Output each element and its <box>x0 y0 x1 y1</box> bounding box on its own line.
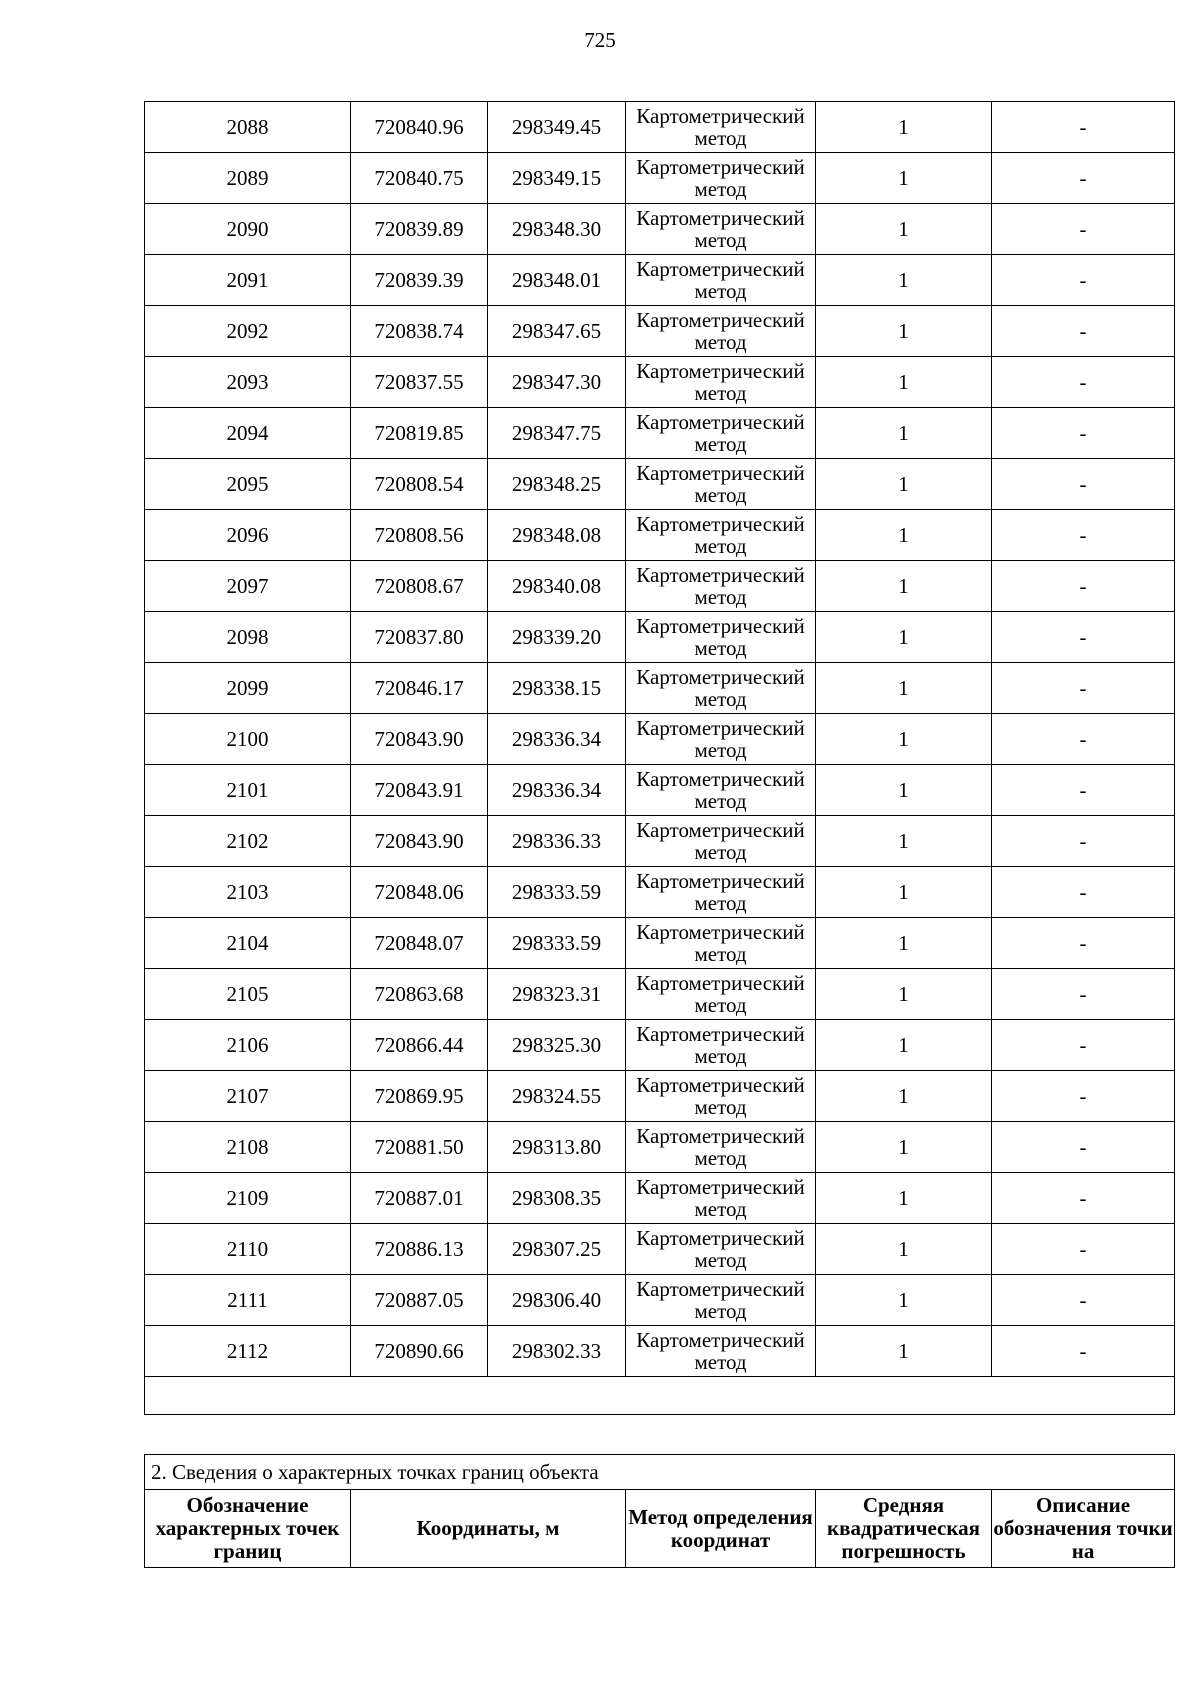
accuracy-cell: 1 <box>816 816 992 867</box>
table-row <box>145 153 1175 204</box>
empty-row <box>145 1377 1175 1415</box>
page-number: 725 <box>584 28 616 52</box>
table-row <box>145 714 1175 765</box>
method-cell: Картометрический метод <box>626 153 816 204</box>
point-id-cell: 2096 <box>145 510 351 561</box>
method-cell: Картометрический метод <box>626 765 816 816</box>
method-cell: Картометрический метод <box>626 867 816 918</box>
point-id-cell: 2108 <box>145 1122 351 1173</box>
x-coordinate-cell: 720843.91 <box>351 765 488 816</box>
point-id-cell: 2098 <box>145 612 351 663</box>
x-coordinate-cell: 720808.56 <box>351 510 488 561</box>
table-row <box>145 459 1175 510</box>
accuracy-cell: 1 <box>816 306 992 357</box>
table-row <box>145 1224 1175 1275</box>
description-cell: - <box>992 153 1175 204</box>
y-coordinate-cell: 298308.35 <box>488 1173 626 1224</box>
point-id-cell: 2099 <box>145 663 351 714</box>
accuracy-cell: 1 <box>816 1224 992 1275</box>
x-coordinate-cell: 720837.80 <box>351 612 488 663</box>
point-id-cell: 2093 <box>145 357 351 408</box>
method-cell: Картометрический метод <box>626 1275 816 1326</box>
table-row <box>145 255 1175 306</box>
header-description: Описание обозначения точки на <box>992 1490 1175 1568</box>
accuracy-cell: 1 <box>816 408 992 459</box>
y-coordinate-cell: 298340.08 <box>488 561 626 612</box>
accuracy-cell: 1 <box>816 714 992 765</box>
description-cell: - <box>992 255 1175 306</box>
method-cell: Картометрический метод <box>626 357 816 408</box>
table-row <box>145 1071 1175 1122</box>
accuracy-cell: 1 <box>816 765 992 816</box>
x-coordinate-cell: 720838.74 <box>351 306 488 357</box>
x-coordinate-cell: 720843.90 <box>351 714 488 765</box>
table-row <box>145 867 1175 918</box>
y-coordinate-cell: 298339.20 <box>488 612 626 663</box>
method-cell: Картометрический метод <box>626 1071 816 1122</box>
description-cell: - <box>992 714 1175 765</box>
table-row <box>145 408 1175 459</box>
x-coordinate-cell: 720840.75 <box>351 153 488 204</box>
point-id-cell: 2100 <box>145 714 351 765</box>
point-id-cell: 2103 <box>145 867 351 918</box>
x-coordinate-cell: 720881.50 <box>351 1122 488 1173</box>
section2-title: 2. Сведения о характерных точках границ объекта <box>145 1455 1175 1490</box>
y-coordinate-cell: 298348.30 <box>488 204 626 255</box>
y-coordinate-cell: 298324.55 <box>488 1071 626 1122</box>
method-cell: Картометрический метод <box>626 1020 816 1071</box>
accuracy-cell: 1 <box>816 867 992 918</box>
point-id-cell: 2094 <box>145 408 351 459</box>
method-cell: Картометрический метод <box>626 612 816 663</box>
y-coordinate-cell: 298333.59 <box>488 867 626 918</box>
x-coordinate-cell: 720808.54 <box>351 459 488 510</box>
description-cell: - <box>992 1326 1175 1377</box>
x-coordinate-cell: 720840.96 <box>351 102 488 153</box>
x-coordinate-cell: 720819.85 <box>351 408 488 459</box>
table-row <box>145 663 1175 714</box>
method-cell: Картометрический метод <box>626 102 816 153</box>
accuracy-cell: 1 <box>816 1173 992 1224</box>
x-coordinate-cell: 720848.06 <box>351 867 488 918</box>
y-coordinate-cell: 298348.08 <box>488 510 626 561</box>
description-cell: - <box>992 561 1175 612</box>
description-cell: - <box>992 612 1175 663</box>
description-cell: - <box>992 765 1175 816</box>
accuracy-cell: 1 <box>816 510 992 561</box>
y-coordinate-cell: 298307.25 <box>488 1224 626 1275</box>
x-coordinate-cell: 720846.17 <box>351 663 488 714</box>
x-coordinate-cell: 720886.13 <box>351 1224 488 1275</box>
x-coordinate-cell: 720837.55 <box>351 357 488 408</box>
x-coordinate-cell: 720866.44 <box>351 1020 488 1071</box>
header-accuracy: Средняя квадратическая погрешность <box>816 1490 992 1568</box>
point-id-cell: 2107 <box>145 1071 351 1122</box>
method-cell: Картометрический метод <box>626 918 816 969</box>
x-coordinate-cell: 720887.01 <box>351 1173 488 1224</box>
y-coordinate-cell: 298347.65 <box>488 306 626 357</box>
table-row <box>145 816 1175 867</box>
table-row <box>145 612 1175 663</box>
y-coordinate-cell: 298336.34 <box>488 714 626 765</box>
point-id-cell: 2091 <box>145 255 351 306</box>
description-cell: - <box>992 867 1175 918</box>
empty-cell <box>145 1377 1175 1415</box>
y-coordinate-cell: 298349.45 <box>488 102 626 153</box>
method-cell: Картометрический метод <box>626 816 816 867</box>
method-cell: Картометрический метод <box>626 969 816 1020</box>
description-cell: - <box>992 1275 1175 1326</box>
x-coordinate-cell: 720890.66 <box>351 1326 488 1377</box>
method-cell: Картометрический метод <box>626 1224 816 1275</box>
accuracy-cell: 1 <box>816 918 992 969</box>
method-cell: Картометрический метод <box>626 561 816 612</box>
accuracy-cell: 1 <box>816 204 992 255</box>
table-row <box>145 102 1175 153</box>
accuracy-cell: 1 <box>816 459 992 510</box>
method-cell: Картометрический метод <box>626 459 816 510</box>
y-coordinate-cell: 298338.15 <box>488 663 626 714</box>
y-coordinate-cell: 298336.34 <box>488 765 626 816</box>
x-coordinate-cell: 720843.90 <box>351 816 488 867</box>
point-id-cell: 2105 <box>145 969 351 1020</box>
table-row <box>145 561 1175 612</box>
x-coordinate-cell: 720887.05 <box>351 1275 488 1326</box>
accuracy-cell: 1 <box>816 1071 992 1122</box>
point-id-cell: 2095 <box>145 459 351 510</box>
x-coordinate-cell: 720839.89 <box>351 204 488 255</box>
table-row <box>145 510 1175 561</box>
y-coordinate-cell: 298325.30 <box>488 1020 626 1071</box>
point-id-cell: 2102 <box>145 816 351 867</box>
table-row <box>145 1275 1175 1326</box>
point-id-cell: 2097 <box>145 561 351 612</box>
y-coordinate-cell: 298347.30 <box>488 357 626 408</box>
description-cell: - <box>992 816 1175 867</box>
point-id-cell: 2092 <box>145 306 351 357</box>
method-cell: Картометрический метод <box>626 1173 816 1224</box>
y-coordinate-cell: 298348.01 <box>488 255 626 306</box>
description-cell: - <box>992 1122 1175 1173</box>
point-id-cell: 2088 <box>145 102 351 153</box>
table-row <box>145 1173 1175 1224</box>
description-cell: - <box>992 102 1175 153</box>
accuracy-cell: 1 <box>816 663 992 714</box>
x-coordinate-cell: 720839.39 <box>351 255 488 306</box>
y-coordinate-cell: 298336.33 <box>488 816 626 867</box>
description-cell: - <box>992 1020 1175 1071</box>
description-cell: - <box>992 357 1175 408</box>
point-id-cell: 2112 <box>145 1326 351 1377</box>
method-cell: Картометрический метод <box>626 510 816 561</box>
method-cell: Картометрический метод <box>626 1326 816 1377</box>
description-cell: - <box>992 510 1175 561</box>
accuracy-cell: 1 <box>816 969 992 1020</box>
description-cell: - <box>992 918 1175 969</box>
point-id-cell: 2089 <box>145 153 351 204</box>
accuracy-cell: 1 <box>816 255 992 306</box>
accuracy-cell: 1 <box>816 1020 992 1071</box>
accuracy-cell: 1 <box>816 612 992 663</box>
point-id-cell: 2106 <box>145 1020 351 1071</box>
x-coordinate-cell: 720863.68 <box>351 969 488 1020</box>
y-coordinate-cell: 298349.15 <box>488 153 626 204</box>
table-row <box>145 1020 1175 1071</box>
point-id-cell: 2101 <box>145 765 351 816</box>
method-cell: Картометрический метод <box>626 306 816 357</box>
y-coordinate-cell: 298347.75 <box>488 408 626 459</box>
x-coordinate-cell: 720808.67 <box>351 561 488 612</box>
y-coordinate-cell: 298323.31 <box>488 969 626 1020</box>
header-point-designation: Обозначение характерных точек границ <box>145 1490 351 1568</box>
method-cell: Картометрический метод <box>626 204 816 255</box>
description-cell: - <box>992 204 1175 255</box>
description-cell: - <box>992 1071 1175 1122</box>
accuracy-cell: 1 <box>816 561 992 612</box>
point-id-cell: 2111 <box>145 1275 351 1326</box>
section2-table <box>144 1454 1175 1568</box>
table-row <box>145 357 1175 408</box>
y-coordinate-cell: 298306.40 <box>488 1275 626 1326</box>
method-cell: Картометрический метод <box>626 663 816 714</box>
method-cell: Картометрический метод <box>626 408 816 459</box>
accuracy-cell: 1 <box>816 357 992 408</box>
accuracy-cell: 1 <box>816 1122 992 1173</box>
points-table-body <box>145 102 1175 1415</box>
x-coordinate-cell: 720869.95 <box>351 1071 488 1122</box>
table-row <box>145 969 1175 1020</box>
table-row <box>145 204 1175 255</box>
accuracy-cell: 1 <box>816 153 992 204</box>
y-coordinate-cell: 298313.80 <box>488 1122 626 1173</box>
table-row <box>145 1326 1175 1377</box>
header-coordinates: Координаты, м <box>351 1490 626 1568</box>
table-row <box>145 765 1175 816</box>
table-row <box>145 918 1175 969</box>
point-id-cell: 2090 <box>145 204 351 255</box>
accuracy-cell: 1 <box>816 1275 992 1326</box>
description-cell: - <box>992 306 1175 357</box>
description-cell: - <box>992 408 1175 459</box>
point-id-cell: 2109 <box>145 1173 351 1224</box>
y-coordinate-cell: 298348.25 <box>488 459 626 510</box>
description-cell: - <box>992 969 1175 1020</box>
table-row <box>145 306 1175 357</box>
y-coordinate-cell: 298302.33 <box>488 1326 626 1377</box>
method-cell: Картометрический метод <box>626 1122 816 1173</box>
method-cell: Картометрический метод <box>626 255 816 306</box>
boundary-points-table <box>144 101 1175 1415</box>
point-id-cell: 2104 <box>145 918 351 969</box>
accuracy-cell: 1 <box>816 102 992 153</box>
header-method: Метод определения координат <box>626 1490 816 1568</box>
description-cell: - <box>992 1224 1175 1275</box>
table-row <box>145 1122 1175 1173</box>
point-id-cell: 2110 <box>145 1224 351 1275</box>
description-cell: - <box>992 459 1175 510</box>
description-cell: - <box>992 663 1175 714</box>
y-coordinate-cell: 298333.59 <box>488 918 626 969</box>
description-cell: - <box>992 1173 1175 1224</box>
x-coordinate-cell: 720848.07 <box>351 918 488 969</box>
accuracy-cell: 1 <box>816 1326 992 1377</box>
method-cell: Картометрический метод <box>626 714 816 765</box>
